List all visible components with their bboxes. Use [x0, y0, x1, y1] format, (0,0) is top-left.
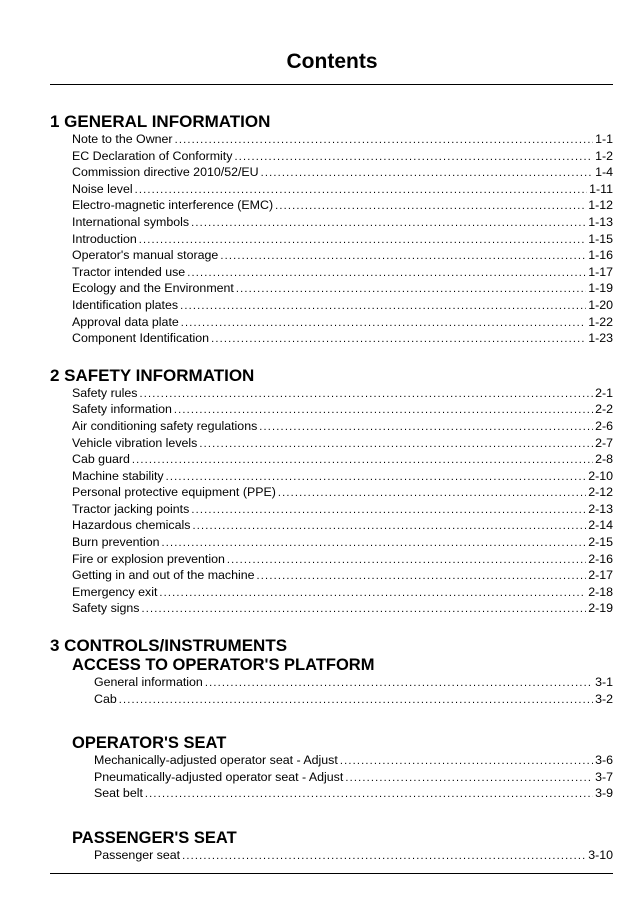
- toc-entry-label: Burn prevention: [72, 535, 160, 550]
- toc-entry[interactable]: [50, 165, 613, 182]
- toc-entry-page: 1-17: [588, 264, 613, 279]
- toc-entry-page: 1-11: [589, 181, 613, 196]
- toc-entry-page: 2-16: [588, 551, 613, 566]
- chapter-heading: 3 CONTROLS/INSTRUMENTS: [50, 636, 288, 656]
- toc-entry-page: 3-6: [595, 753, 613, 768]
- toc-entry-page: 3-1: [595, 675, 613, 690]
- toc-entry[interactable]: [50, 386, 613, 403]
- dot-leader: [205, 676, 593, 692]
- toc-entry-page: 2-18: [588, 584, 613, 599]
- toc-entry-label: Safety signs: [72, 601, 140, 616]
- toc-entry[interactable]: [50, 265, 613, 282]
- dot-leader: [145, 787, 593, 803]
- section-heading: PASSENGER'S SEAT: [72, 829, 237, 847]
- toc-entry-page: 3-9: [595, 786, 613, 801]
- dot-leader: [192, 519, 586, 535]
- toc-entry-label: Emergency exit: [72, 584, 158, 599]
- section-entries: [50, 848, 613, 865]
- dot-leader: [159, 586, 586, 602]
- toc-entry-page: 1-12: [588, 198, 613, 213]
- dot-leader: [227, 553, 586, 569]
- toc-entry[interactable]: [50, 298, 613, 315]
- toc-entry[interactable]: [50, 675, 613, 692]
- toc-entry[interactable]: [50, 770, 613, 787]
- toc-entry-label: Safety rules: [72, 385, 138, 400]
- toc-entry-label: Note to the Owner: [72, 132, 173, 146]
- toc-entry-label: Approval data plate: [72, 314, 179, 329]
- dot-leader: [161, 536, 586, 552]
- toc-entry[interactable]: [50, 132, 613, 149]
- toc-entry-label: Cab guard: [72, 452, 130, 467]
- dot-leader: [132, 453, 593, 469]
- toc-entry-label: EC Declaration of Conformity: [72, 148, 233, 163]
- dot-leader: [234, 150, 593, 166]
- toc-entry-page: 2-19: [588, 601, 613, 616]
- section-passenger-seat: [50, 829, 613, 865]
- toc-entry-page: 2-13: [588, 501, 613, 516]
- toc-entry-label: Safety information: [72, 402, 172, 417]
- chapter-1-entries: [50, 132, 613, 348]
- toc-entry[interactable]: [50, 848, 613, 865]
- section-heading: OPERATOR'S SEAT: [72, 734, 227, 753]
- toc-entry-label: Operator's manual storage: [72, 248, 219, 263]
- toc-entry-label: Tractor jacking points: [72, 501, 190, 516]
- toc-entry[interactable]: [50, 535, 613, 552]
- toc-entry-label: Cab: [94, 691, 117, 706]
- page-title: Contents: [286, 50, 378, 73]
- dot-leader: [142, 602, 587, 618]
- dot-leader: [261, 166, 593, 182]
- toc-entry-page: 2-1: [595, 385, 613, 400]
- toc-entry[interactable]: [50, 518, 613, 535]
- toc-entry[interactable]: [50, 568, 613, 585]
- toc-entry-label: Passenger seat: [94, 848, 181, 862]
- dot-leader: [187, 266, 586, 282]
- dot-leader: [345, 771, 593, 787]
- dot-leader: [199, 437, 593, 453]
- table-of-contents: [50, 112, 613, 883]
- toc-entry-page: 2-8: [595, 452, 613, 467]
- toc-entry[interactable]: [50, 469, 613, 486]
- toc-entry[interactable]: [50, 692, 613, 709]
- toc-entry[interactable]: [50, 331, 613, 348]
- toc-entry[interactable]: [50, 436, 613, 453]
- dot-leader: [174, 403, 593, 419]
- toc-entry-page: 2-15: [588, 535, 613, 550]
- section-heading: ACCESS TO OPERATOR'S PLATFORM: [72, 656, 375, 675]
- toc-entry[interactable]: [50, 419, 613, 436]
- toc-entry-page: 3-10: [588, 848, 613, 862]
- toc-entry[interactable]: [50, 149, 613, 166]
- dot-leader: [181, 316, 586, 332]
- dot-leader: [182, 849, 586, 865]
- chapter-2-entries: [50, 386, 613, 618]
- toc-entry-page: 1-4: [595, 165, 613, 180]
- toc-entry[interactable]: [50, 753, 613, 770]
- toc-entry-label: Vehicle vibration levels: [72, 435, 198, 450]
- toc-entry[interactable]: [50, 485, 613, 502]
- toc-entry-page: 1-1: [595, 132, 613, 146]
- toc-entry-page: 1-13: [588, 214, 613, 229]
- dot-leader: [191, 216, 586, 232]
- toc-entry-page: 2-10: [588, 468, 613, 483]
- toc-entry-label: Hazardous chemicals: [72, 518, 191, 533]
- toc-entry[interactable]: [50, 502, 613, 519]
- dot-leader: [259, 420, 593, 436]
- toc-entry-page: 1-19: [588, 281, 613, 296]
- toc-entry-page: 1-20: [588, 297, 613, 312]
- toc-entry-label: Mechanically-adjusted operator seat - Adjust: [94, 753, 338, 768]
- toc-entry-label: Tractor intended use: [72, 264, 186, 279]
- toc-entry-label: International symbols: [72, 214, 190, 229]
- dot-leader: [191, 503, 586, 519]
- toc-entry-page: 2-2: [595, 402, 613, 417]
- toc-entry-label: Noise level: [72, 181, 133, 196]
- toc-entry-label: Introduction: [72, 231, 137, 246]
- toc-entry-label: General information: [94, 675, 203, 690]
- dot-leader: [180, 299, 586, 315]
- dot-leader: [340, 754, 593, 770]
- toc-entry[interactable]: [50, 552, 613, 569]
- toc-entry[interactable]: [50, 198, 613, 215]
- toc-entry-label: Fire or explosion prevention: [72, 551, 225, 566]
- toc-entry[interactable]: [50, 402, 613, 419]
- toc-entry-label: Component Identification: [72, 331, 210, 346]
- toc-entry-page: 1-16: [588, 248, 613, 263]
- toc-entry[interactable]: [50, 182, 613, 199]
- toc-entry-page: 1-22: [588, 314, 613, 329]
- toc-entry-page: 1-23: [588, 331, 613, 346]
- chapter-1: [50, 112, 613, 348]
- dot-leader: [278, 486, 586, 502]
- section-entries: [50, 753, 613, 803]
- toc-entry-label: Seat belt: [94, 786, 143, 801]
- toc-entry-page: 1-15: [588, 231, 613, 246]
- dot-leader: [175, 133, 594, 149]
- toc-entry[interactable]: [50, 452, 613, 469]
- toc-entry[interactable]: [50, 601, 613, 618]
- chapter-2: [50, 366, 613, 618]
- toc-entry-label: Machine stability: [72, 468, 164, 483]
- dot-leader: [236, 282, 586, 298]
- toc-entry-label: Ecology and the Environment: [72, 281, 234, 296]
- toc-entry[interactable]: [50, 315, 613, 332]
- toc-entry-label: Electro-magnetic interference (EMC): [72, 198, 274, 213]
- dot-leader: [139, 233, 586, 249]
- section-operator-seat: [50, 734, 613, 803]
- toc-entry-page: 1-2: [595, 148, 613, 163]
- toc-entry-label: Commission directive 2010/52/EU: [72, 165, 259, 180]
- chapter-heading: 2 SAFETY INFORMATION: [50, 365, 255, 385]
- toc-entry-page: 2-7: [595, 435, 613, 450]
- toc-entry-page: 3-7: [595, 769, 613, 784]
- toc-entry-page: 3-2: [595, 691, 613, 706]
- dot-leader: [275, 199, 586, 215]
- top-divider: [50, 84, 613, 85]
- chapter-3: [50, 636, 613, 865]
- toc-entry-label: Pneumatically-adjusted operator seat - Adjust: [94, 769, 344, 784]
- toc-entry[interactable]: [50, 215, 613, 232]
- toc-entry-label: Getting in and out of the machine: [72, 568, 255, 583]
- toc-entry-label: Personal protective equipment (PPE): [72, 485, 276, 500]
- chapter-heading: 1 GENERAL INFORMATION: [50, 112, 271, 131]
- toc-entry-page: 2-14: [588, 518, 613, 533]
- toc-entry[interactable]: [50, 232, 613, 249]
- toc-entry[interactable]: [50, 585, 613, 602]
- dot-leader: [139, 387, 593, 403]
- dot-leader: [135, 183, 588, 199]
- toc-entry-label: Identification plates: [72, 297, 179, 312]
- toc-entry-page: 2-17: [588, 568, 613, 583]
- toc-entry-label: Air conditioning safety regulations: [72, 418, 258, 433]
- section-entries: [50, 675, 613, 708]
- dot-leader: [211, 332, 586, 348]
- bottom-divider: [50, 873, 613, 874]
- toc-entry[interactable]: [50, 248, 613, 265]
- toc-entry[interactable]: [50, 786, 613, 803]
- dot-leader: [166, 470, 587, 486]
- dot-leader: [119, 693, 593, 709]
- toc-entry-page: 2-6: [595, 418, 613, 433]
- toc-entry-page: 2-12: [588, 485, 613, 500]
- dot-leader: [220, 249, 586, 265]
- toc-entry[interactable]: [50, 281, 613, 298]
- section-access-platform: [50, 656, 613, 708]
- dot-leader: [257, 569, 587, 585]
